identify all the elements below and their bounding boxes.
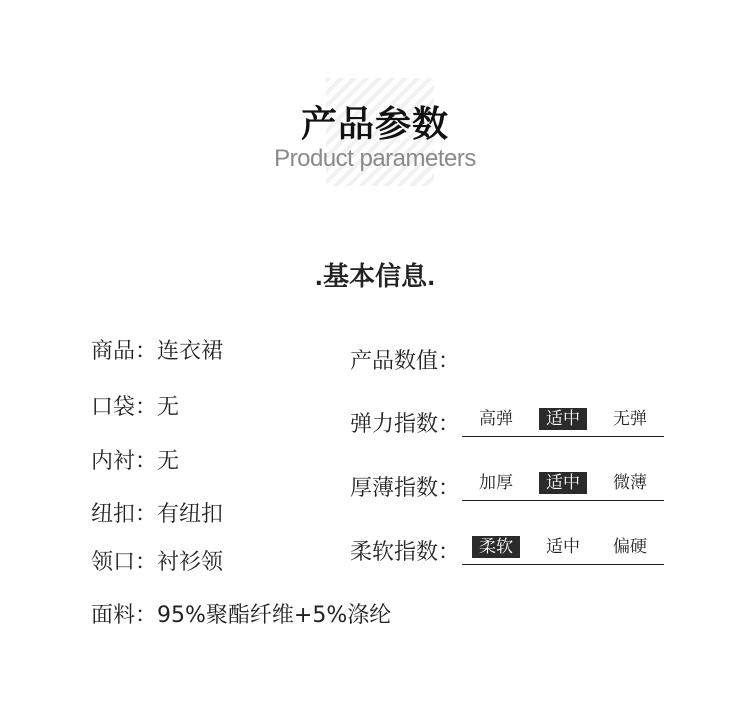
info-collar: 领口：衬衫领 bbox=[91, 550, 224, 575]
info-pocket: 口袋：无 bbox=[91, 395, 180, 420]
index-label: 弹力指数： bbox=[350, 412, 461, 437]
index-option: 偏硬 bbox=[613, 537, 647, 557]
section-title bbox=[0, 256, 750, 293]
elasticity-index bbox=[350, 407, 670, 437]
index-label: 柔软指数： bbox=[350, 540, 461, 565]
section-dot-right: . bbox=[427, 266, 436, 291]
thickness-index bbox=[350, 471, 670, 501]
product-values-label: 产品数值： bbox=[350, 349, 461, 374]
section-title-text: 基本信息 bbox=[322, 262, 427, 292]
index-option: 微薄 bbox=[613, 473, 647, 493]
index-option: 高弹 bbox=[479, 409, 513, 429]
page-subtitle: Product parameters bbox=[274, 145, 476, 172]
index-option: 适中 bbox=[546, 537, 580, 557]
index-scale bbox=[462, 535, 664, 565]
section-dot-left: . bbox=[314, 266, 323, 291]
index-scale bbox=[462, 471, 664, 501]
index-option-selected: 柔软 bbox=[472, 536, 520, 558]
index-option: 加厚 bbox=[479, 473, 513, 493]
softness-index bbox=[350, 535, 670, 565]
index-option: 无弹 bbox=[613, 409, 647, 429]
index-option-selected: 适中 bbox=[539, 472, 587, 494]
index-scale bbox=[462, 407, 664, 437]
page-title: 产品参数 bbox=[300, 104, 449, 145]
info-buttons: 纽扣：有纽扣 bbox=[91, 502, 224, 527]
index-label: 厚薄指数： bbox=[350, 476, 461, 501]
info-fabric: 面料：95%聚酯纤维+5%涤纶 bbox=[91, 603, 392, 628]
info-lining: 内衬：无 bbox=[91, 449, 180, 474]
index-option-selected: 适中 bbox=[539, 408, 587, 430]
info-product: 商品：连衣裙 bbox=[91, 339, 224, 364]
